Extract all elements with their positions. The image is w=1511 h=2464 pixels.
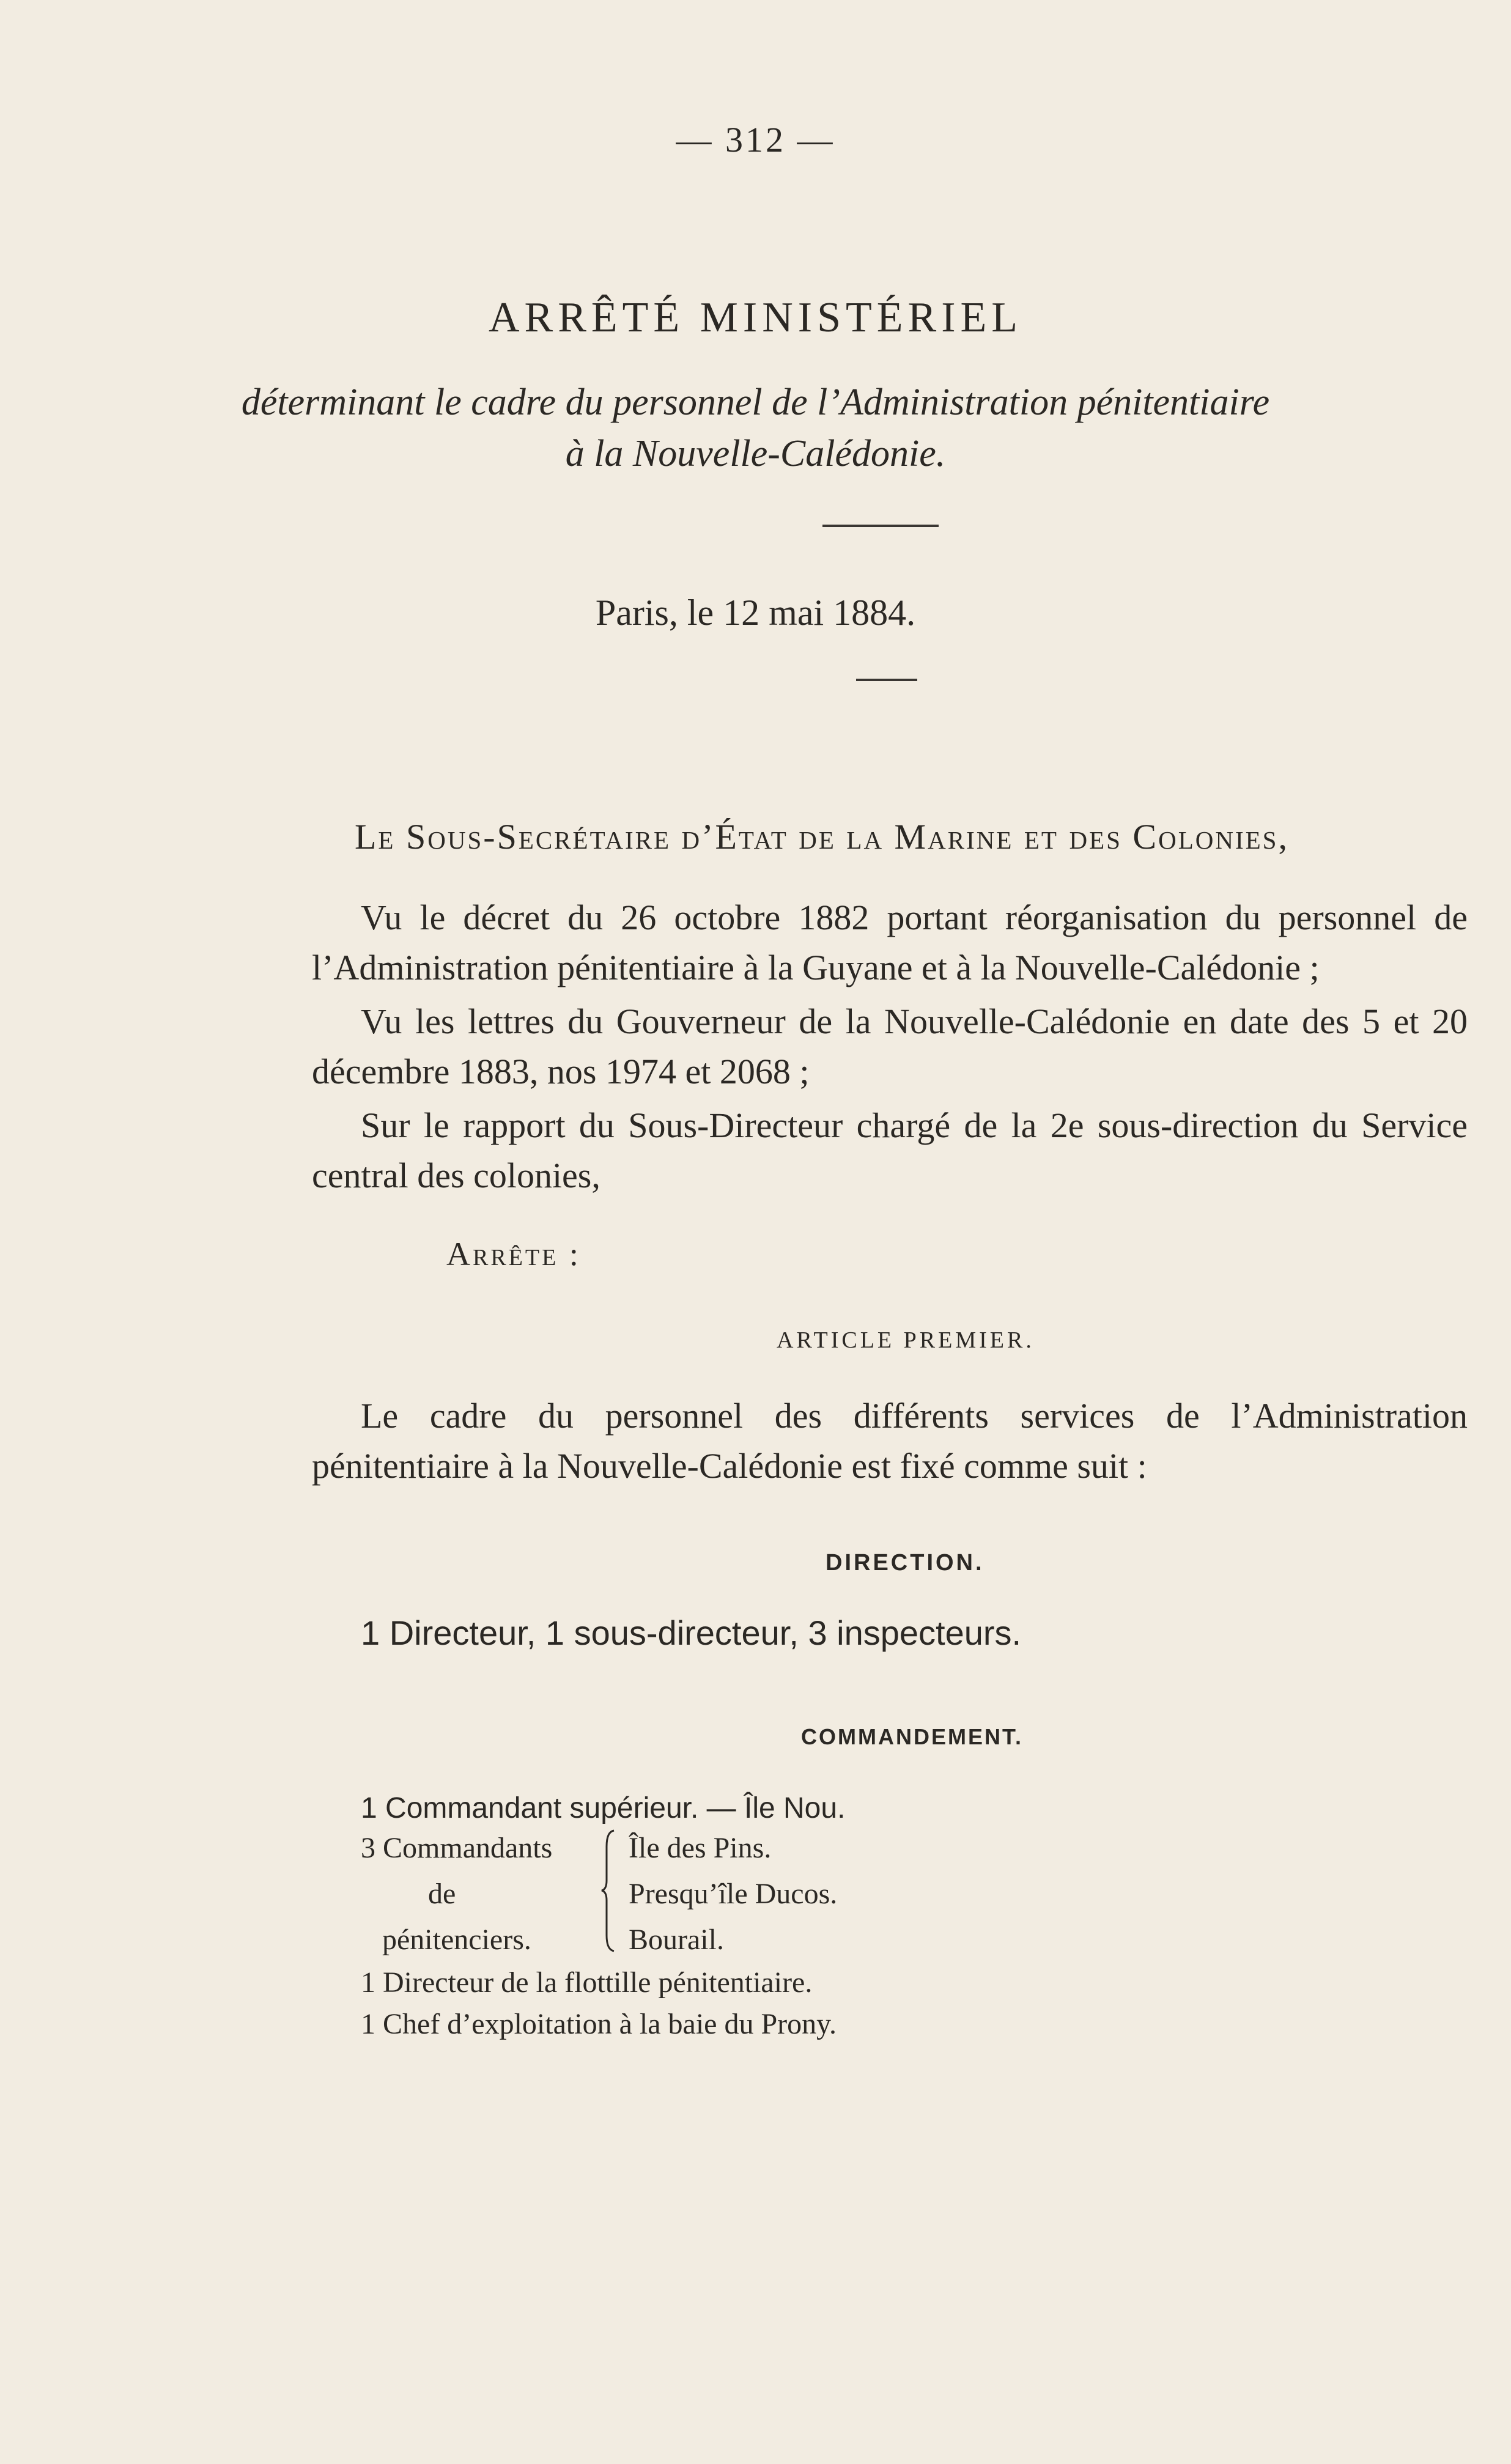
considerant-paragraph: Sur le rapport du Sous-Directeur chargé de la 2e sous-direction du Service central des colonies,	[312, 1105, 1468, 1195]
divider-rule	[822, 525, 939, 527]
location-item: Bourail.	[629, 1924, 724, 1956]
direction-line: 1 Directeur, 1 sous-directeur, 3 inspecteurs.	[361, 1614, 1022, 1652]
article-heading: ARTICLE PREMIER.	[777, 1327, 1035, 1353]
dateline: Paris, le 12 mai 1884.	[595, 592, 916, 633]
document-title: ARRÊTÉ MINISTÉRIEL	[488, 294, 1023, 341]
commandement-line: 1 Directeur de la flottille pénitentiaire.	[361, 1966, 813, 1999]
commandants-label: 3 Commandants	[361, 1832, 553, 1864]
issuer-heading: Le Sous-Secrétaire d’État de la Marine et des Colonies,	[355, 817, 1289, 857]
considerant-paragraph: Vu les lettres du Gouverneur de la Nouvelle-Calédonie en date des 5 et 20 décembre 1883, nos 1974 et 2068 ;	[312, 1001, 1468, 1091]
subtitle-line-1: déterminant le cadre du personnel de l’Administration pénitentiaire	[241, 382, 1270, 423]
article-paragraph: Le cadre du personnel des différents services de l’Administration pénitentiaire à la Nouvelle-Calédonie est fixé comme suit :	[312, 1396, 1468, 1486]
commandants-label: pénitenciers.	[382, 1924, 531, 1956]
commandement-heading: COMMANDEMENT.	[801, 1724, 1023, 1749]
divider-rule-short	[856, 679, 917, 681]
arrete-label: Arrête :	[446, 1236, 581, 1272]
commandants-label: de	[428, 1878, 456, 1910]
brace-icon	[599, 1828, 618, 1953]
location-item: Île des Pins.	[629, 1832, 772, 1864]
direction-heading: DIRECTION.	[826, 1550, 985, 1576]
page-number: — 312 —	[676, 120, 835, 160]
considerant-paragraph: Vu le décret du 26 octobre 1882 portant réorganisation du personnel de l’Administration pénitentiaire à la Guyane et à la Nouvelle-Calédonie ;	[312, 898, 1468, 987]
location-item: Presqu’île Ducos.	[629, 1878, 838, 1910]
commandement-line: 1 Commandant supérieur. — Île Nou.	[361, 1792, 846, 1824]
subtitle-line-2: à la Nouvelle-Calédonie.	[565, 433, 946, 474]
commandement-line: 1 Chef d’exploitation à la baie du Prony.	[361, 2008, 837, 2040]
